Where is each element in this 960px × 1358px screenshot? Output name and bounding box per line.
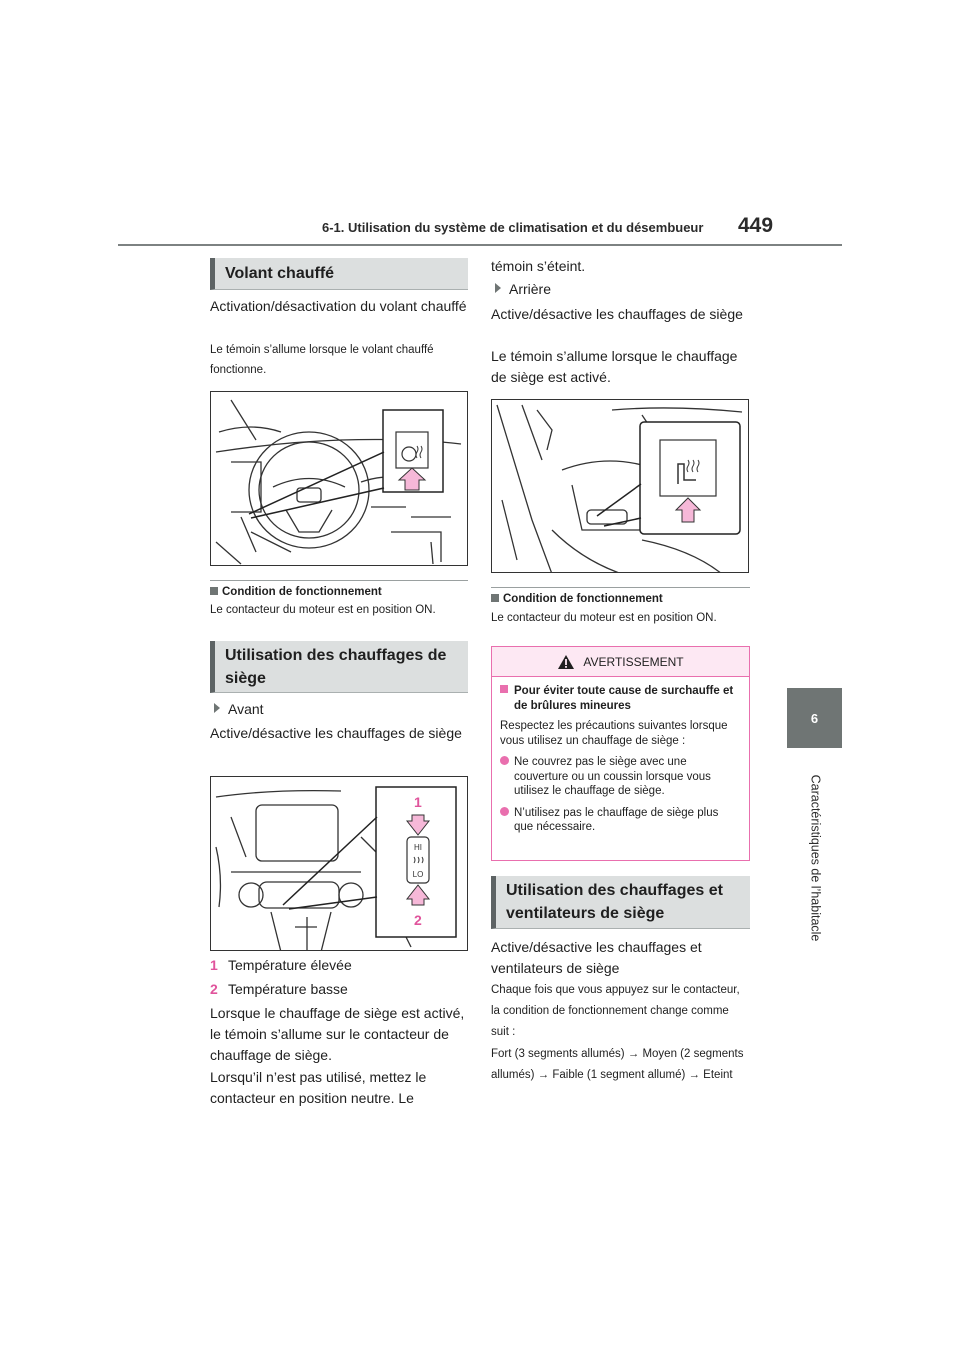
avant-text: Active/désactive les chauffages de siège [210,725,462,741]
warning-subtitle: Pour éviter toute cause de surchauffe et de brûlures mineures [500,684,739,713]
callout-1: 1 [414,794,422,810]
list-item-1: 1 Température élevée [210,957,352,973]
warning-bullet-1: Ne couvrez pas le siège avec une couverture ou un coussin lorsque vous utilisez le chauffage de siège. [500,755,739,799]
figure-rear-seat-heater [491,399,749,573]
heading-volant-chauffe: Volant chauffé [210,258,468,290]
chapter-label: Caractéristiques de l’habitacle [808,774,823,941]
continuation-text: témoin s’éteint. [491,258,586,274]
condition-title-right: Condition de fonctionnement [491,593,663,605]
condition-text-right: Le contacteur du moteur est en position ON. [491,612,717,624]
figure-heated-steering-wheel [210,391,468,566]
vent-sequence: Fort (3 segments allumés) → Moyen (2 segments allumés) → Faible (1 segment allumé) → Eteint [491,1048,744,1081]
warning-box [491,646,750,861]
arriere-label: Arrière [495,279,754,300]
running-header-title: 6-1. Utilisation du système de climatisation et du désembueur [322,220,704,235]
condition-rule [210,580,468,581]
front-seat-heater-illustration [211,777,468,951]
heading-chauffages-ventilateurs: Utilisation des chauffages et ventilateurs de siège [491,876,750,929]
switch-hi-label: HI [414,843,422,852]
warning-triangle-icon [557,654,575,670]
warning-title: AVERTISSEMENT [583,654,684,669]
condition-text-left: Le contacteur du moteur est en position ON. [210,604,436,616]
heading-chauffages-siege: Utilisation des chauffages de siège [210,641,468,693]
arriere-temoin: Le témoin s’allume lorsque le chauffage de siège est activé. [491,348,738,385]
page-number: 449 [738,214,774,237]
paragraph-neutre: Lorsqu’il n’est pas utilisé, mettez le contacteur en position neutre. Le [210,1069,427,1106]
rear-seat-heater-illustration [492,400,749,573]
avant-label: Avant [214,699,472,720]
warning-bullet-2: N’utilisez pas le chauffage de siège plus que nécessaire. [500,806,739,835]
list-item-2: 2 Température basse [210,981,348,997]
condition-rule-right [491,587,750,588]
warning-header [492,647,749,677]
paragraph-temoin: Lorsque le chauffage de siège est activé, le témoin s’allume sur le contacteur de chauffage de siège. [210,1005,465,1063]
warning-intro: Respectez les précautions suivantes lorsque vous utilisez un chauffage de siège : [500,720,728,747]
condition-title-left: Condition de fonctionnement [210,586,382,598]
volant-note: Le témoin s’allume lorsque le volant chauffé fonctionne. [210,344,434,376]
switch-lo-label: LO [412,870,424,879]
header-rule [118,244,842,246]
volant-instruction: Activation/désactivation du volant chauffé [210,298,467,314]
steering-wheel-illustration [211,392,468,566]
vent-paragraph-2: Chaque fois que vous appuyez sur le contacteur, la condition de fonctionnement change comme suit : [491,984,740,1038]
callout-2: 2 [414,912,422,928]
arriere-text: Active/désactive les chauffages de siège [491,306,743,322]
figure-front-seat-heater [210,776,468,951]
chapter-tab: 6 [787,688,842,748]
vent-paragraph-1: Active/désactive les chauffages et ventilateurs de siège [491,939,702,976]
